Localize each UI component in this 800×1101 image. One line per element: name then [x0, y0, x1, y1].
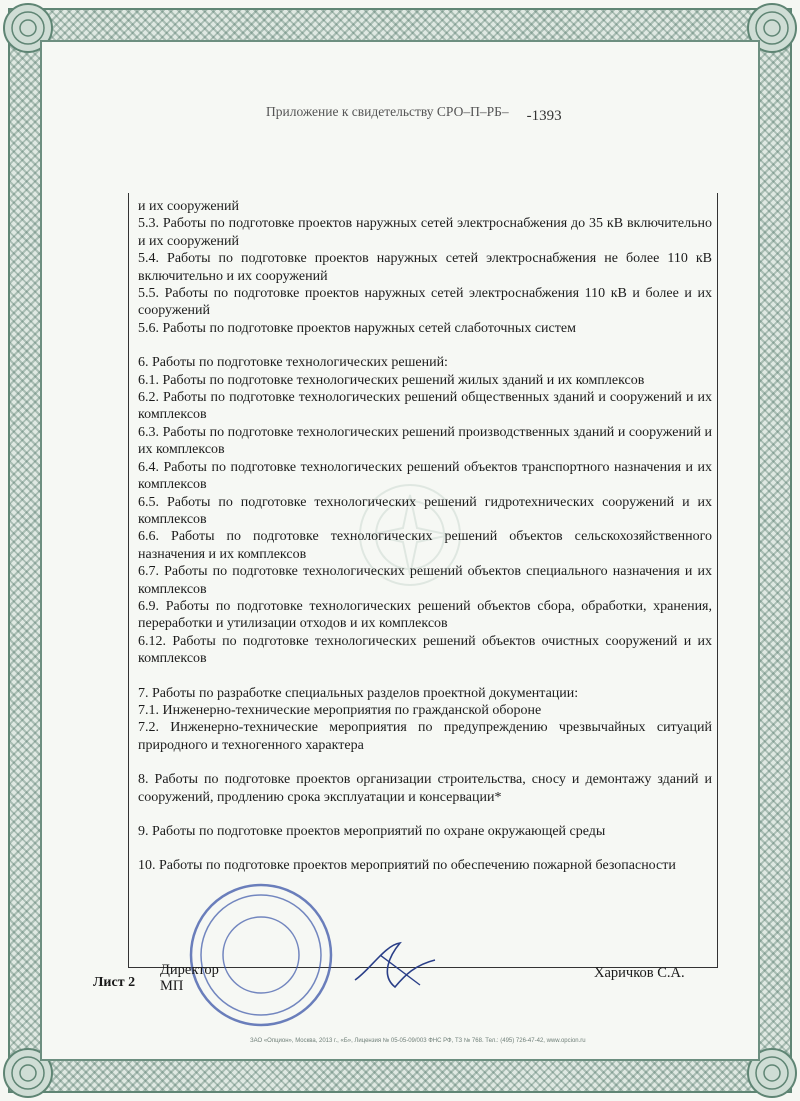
- paragraph-gap: [138, 668, 712, 685]
- work-item: 6.12. Работы по подготовке технологических решений объектов очистных сооружений и их комплексов: [138, 633, 712, 667]
- organization-stamp-icon: [186, 880, 336, 1030]
- work-item: 5.3. Работы по подготовке проектов наружных сетей электроснабжения до 35 кВ включительно и их сооружений: [138, 216, 712, 249]
- work-item: 6.7. Работы по подготовке технологических решений объектов специального назначения и их комплексов: [138, 564, 712, 597]
- work-item: 6.5. Работы по подготовке технологических решений гидротехнических сооружений и их комплексов: [138, 494, 712, 527]
- director-label: Директор: [160, 962, 219, 978]
- work-item: 5.6. Работы по подготовке проектов наружных сетей слаботочных систем: [138, 320, 576, 336]
- work-item: 8. Работы по подготовке проектов организации строительства, сносу и демонтажу зданий и сооружений, продлению срока эксплуатации и консервации*: [138, 772, 712, 805]
- work-item: 6.2. Работы по подготовке технологических решений общественных зданий и сооружений и их комплексов: [138, 390, 712, 423]
- work-item: 7. Работы по разработке специальных разделов проектной документации:: [138, 685, 579, 701]
- work-item: 10. Работы по подготовке проектов мероприятий по обеспечению пожарной безопасности: [138, 858, 676, 874]
- certificate-number: -1393: [526, 108, 562, 124]
- work-item: 6.6. Работы по подготовке технологических решений объектов сельскохозяйственного назначения и их комплексов: [138, 529, 712, 562]
- director-name: Харичков С.А.: [594, 965, 685, 981]
- director-signature-icon: [350, 935, 440, 995]
- work-item: 6. Работы по подготовке технологических решений:: [138, 355, 448, 371]
- work-item: 6.9. Работы по подготовке технологических решений объектов сбора, обработки, хранения, переработки и утилизации отходов и их комплексов: [138, 598, 712, 632]
- works-list: [138, 198, 712, 875]
- work-item: 7.1. Инженерно-технические мероприятия по гражданской обороне: [138, 702, 542, 718]
- document-header: [266, 104, 562, 124]
- seal-place-label: МП: [160, 978, 184, 994]
- sheet-number: Лист 2: [93, 975, 136, 990]
- work-item: 9. Работы по подготовке проектов мероприятий по охране окружающей среды: [138, 824, 606, 839]
- work-item: 6.4. Работы по подготовке технологических решений объектов транспортного назначения и их комплексов: [138, 459, 712, 493]
- paragraph-gap: [138, 337, 712, 354]
- work-item: 5.5. Работы по подготовке проектов наружных сетей электроснабжения 110 кВ и более и их сооружений: [138, 286, 712, 319]
- header-title: Приложение к свидетельству СРО–П–РБ–: [266, 104, 509, 119]
- work-item: и их сооружений: [138, 199, 240, 214]
- work-item: 6.1. Работы по подготовке технологических решений жилых зданий и их комплексов: [138, 372, 645, 388]
- work-item: 7.2. Инженерно-технические мероприятия по предупреждению чрезвычайных ситуаций природного и техногенного характера: [138, 720, 712, 753]
- paragraph-gap: [138, 806, 712, 823]
- paragraph-gap: [138, 754, 712, 771]
- printer-note: ЗАО «Опцион», Москва, 2013 г., «Б», Лицензия № 05-05-09/003 ФНС РФ, ТЗ № 768. Тел.: (495) 726-47-42, www.opcion.ru: [250, 1038, 586, 1044]
- work-item: 5.4. Работы по подготовке проектов наружных сетей электроснабжения не более 110 кВ включительно и их сооружений: [138, 251, 712, 284]
- work-item: 6.3. Работы по подготовке технологических решений производственных зданий и сооружений и их комплексов: [138, 424, 712, 458]
- paragraph-gap: [138, 840, 712, 857]
